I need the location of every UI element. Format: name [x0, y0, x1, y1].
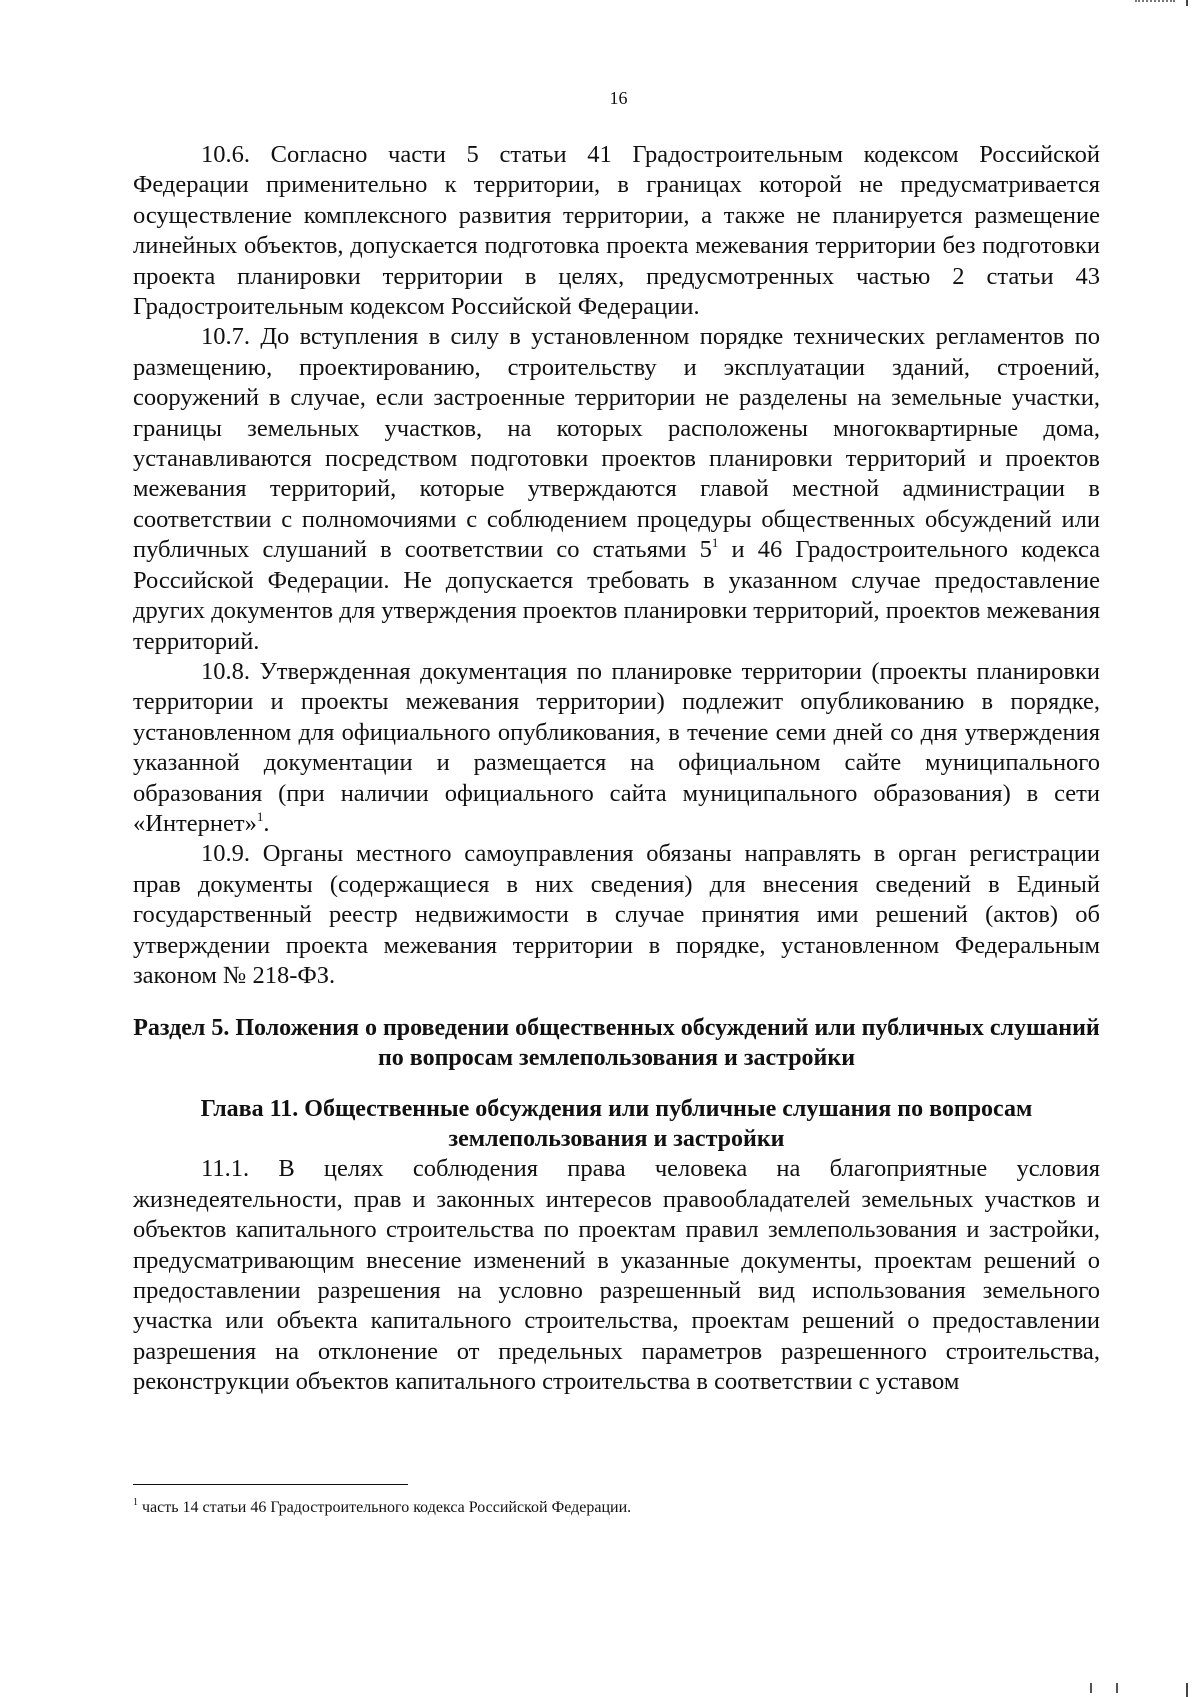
scan-edge-mark-top: [1186, 0, 1200, 6]
section-5-heading: Раздел 5. Положения о проведении общественных обсуждений или публичных слушаний по вопросам землепользования и застройки: [133, 1015, 1100, 1072]
scan-artifact-top: [1135, 0, 1175, 5]
paragraph-10-7-part-1: 10.7. До вступления в силу в установленном порядке технических регламентов по размещению, проектированию, строительству и эксплуатации зданий, строений, сооружений в случае, если застроенные территории не разделены на земельные участки, границы земельных участков, на которых расположены многоквартирные дома, устанавливаются посредством подготовки проектов планировки территорий и проектов межевания территорий, которые утверждаются главой местной администрации в соответствии с полномочиями с соблюдением процедуры общественных обсуждений или публичных слушаний в соответствии со статьями 5: [133, 323, 1100, 564]
document-body: [133, 140, 1100, 1398]
footnote-reference: 1: [711, 535, 719, 551]
chapter-11-heading: Глава 11. Общественные обсуждения или публичные слушания по вопросам землепользования и застройки: [200, 1096, 1033, 1153]
paragraph-10-8-part-2: .: [263, 809, 270, 837]
footnote-separator: [133, 1484, 408, 1485]
paragraph-10-8: [133, 657, 1100, 839]
paragraph-10-8-part-1: 10.8. Утвержденная документация по планировке территории (проекты планировки территории и проекты межевания территории) подлежит опубликованию в порядке, установленном для официального опубликования, в течение семи дней со дня утверждения указанной документации и размещается на официальном сайте муниципального образования (при наличии официального сайта муниципального образования) в сети «Интернет»: [133, 657, 1100, 837]
paragraph-10-6: 10.6. Согласно части 5 статьи 41 Градостроительным кодексом Российской Федерации применительно к территории, в границах которой не предусматривается осуществление комплексного развития территории, а также не планируется размещение линейных объектов, допускается подготовка проекта межевания территории без подготовки проекта планировки территории в целях, предусмотренных частью 2 статьи 43 Градостроительным кодексом Российской Федерации.: [133, 141, 1100, 321]
footnote: [133, 1498, 1100, 1518]
paragraph-10-7: [133, 322, 1100, 656]
paragraph-10-7-part-2: и 46 Градостроительного кодекса Российской Федерации. Не допускается требовать в указанном случае предоставление других документов для утверждения проектов планировки территорий, проектов межевания территорий.: [133, 536, 1100, 655]
footnote-reference: 1: [256, 808, 264, 824]
paragraph-10-9: 10.9. Органы местного самоуправления обязаны направлять в орган регистрации прав документы (содержащиеся в них сведения) для внесения сведений в Единый государственный реестр недвижимости в случае принятия ими решений (актов) об утверждении проекта межевания территории в порядке, установленном Федеральным законом № 218-ФЗ.: [133, 840, 1100, 989]
page-number: 16: [609, 88, 628, 108]
paragraph-11-1: 11.1. В целях соблюдения права человека на благоприятные условия жизнедеятельности, прав и законных интересов правообладателей земельных участков и объектов капитального строительства по проектам правил землепользования и застройки, предусматривающим внесение изменений в указанные документы, проектам решений о предоставлении разрешения на условно разрешенный вид использования земельного участка или объекта капитального строительства, проектам решений о предоставлении разрешения на отклонение от предельных параметров разрешенного строительства, реконструкции объектов капитального строительства в соответствии с уставом: [133, 1155, 1100, 1396]
footnote-marker: 1: [133, 1497, 138, 1508]
scan-edge-mark-bottom: [1186, 1683, 1200, 1697]
scan-artifact-bottom: [1090, 1683, 1118, 1693]
footnote-text: часть 14 статьи 46 Градостроительного кодекса Российской Федерации.: [138, 1499, 632, 1516]
